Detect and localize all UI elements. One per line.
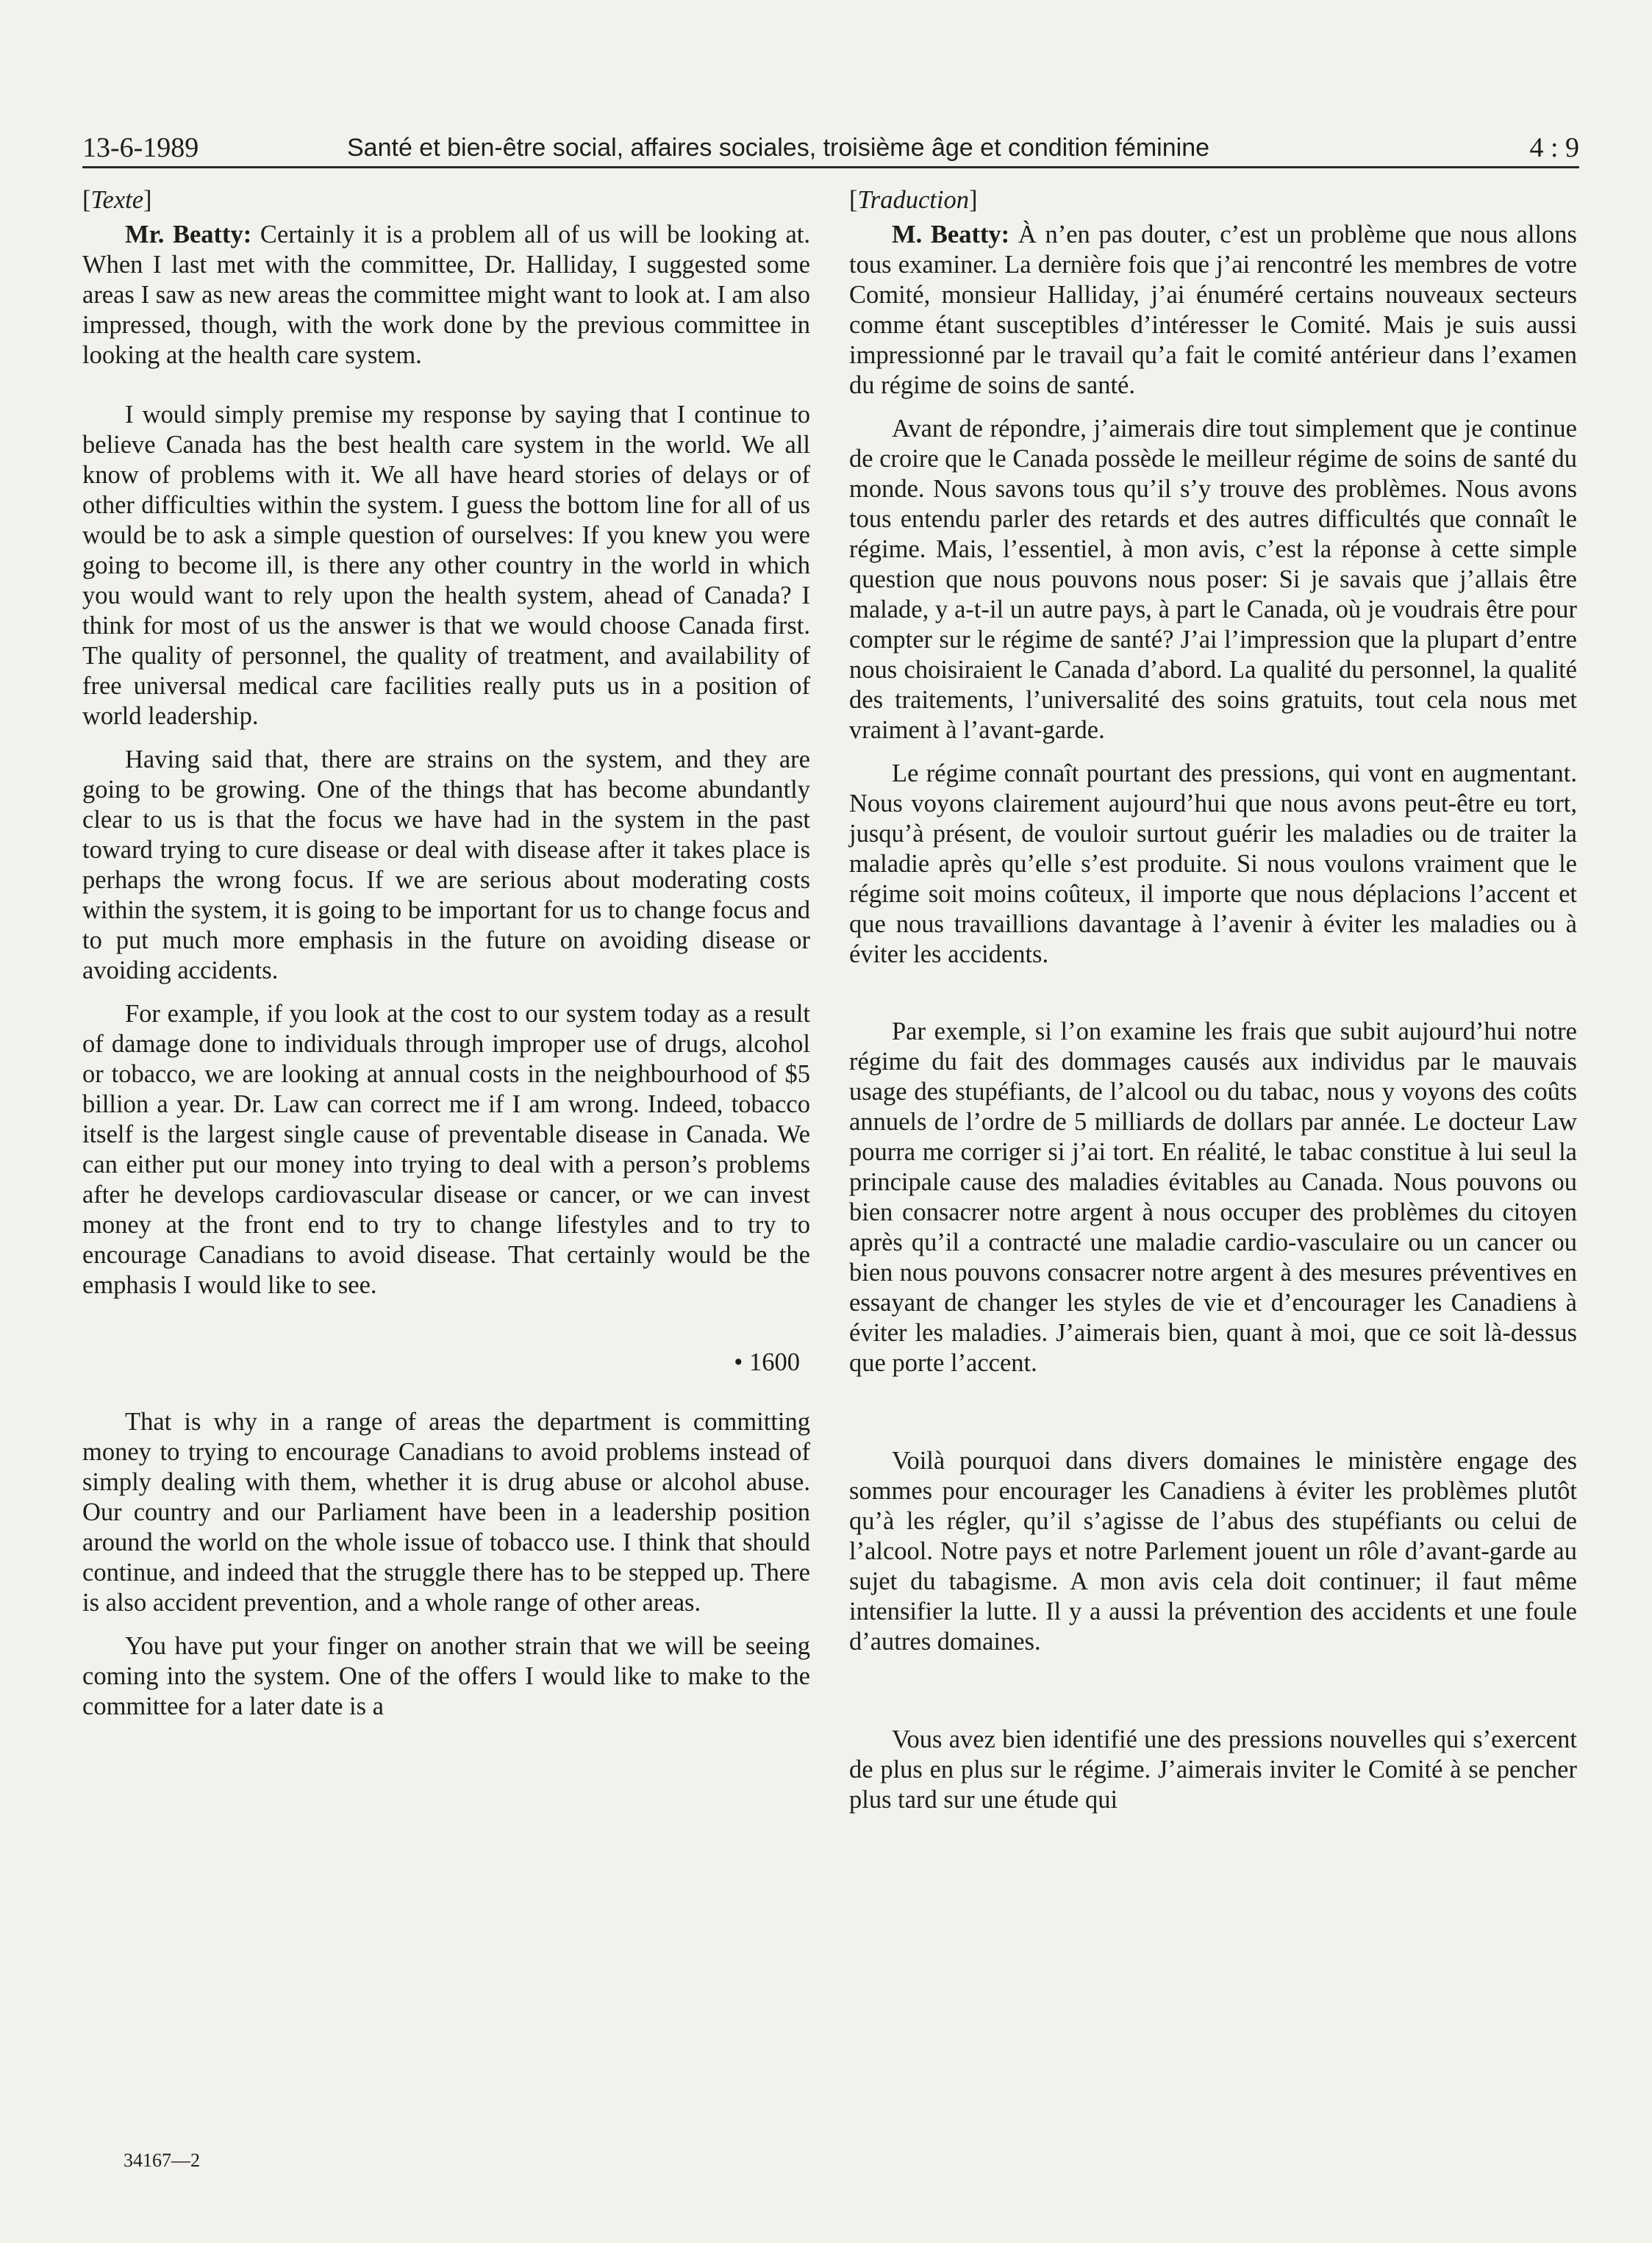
header-page-number: 4 : 9	[1529, 132, 1579, 163]
language-label-text: Texte	[90, 186, 144, 214]
language-label: [Traduction]	[849, 186, 978, 214]
header-title: Santé et bien-être social, affaires sociales, troisième âge et condition féminine	[347, 134, 1210, 162]
paragraph-1-text: Certainly it is a problem all of us will be looking at. When I last met with the committee, Dr. Halliday, I suggested some areas I saw as new areas the committee might want to look at. I am also impressed, though, with the work done by the previous committee in looking at the health care system.	[82, 221, 811, 369]
page-header	[82, 129, 1579, 168]
english-column	[82, 185, 810, 1722]
paragraph-5: That is why in a range of areas the department is committing money to trying to encourage Canadians to avoid problems instead of simply dealing with them, whether it is drug abuse or alcohol abuse. Our country and our Parliament have been in a leadership position around the world on the whole issue of tobacco use. I think that should continue, and indeed that the struggle there has to be stepped up. There is also accident prevention, and a whole range of other areas.	[82, 1408, 810, 1617]
paragraph-2: I would simply premise my response by saying that I continue to believe Canada has the best health care system in the world. We all know of problems with it. We all have heard stories of delays or of other difficulties within the system. I guess the bottom line for all of us would be to ask a simple question of ourselves: If you knew you were going to become ill, is there any other country in the world in which you would want to rely upon the health system, ahead of Canada? I think for most of us the answer is that we would choose Canada first. The quality of personnel, the quality of treatment, and availability of free universal medical care facilities really puts us in a position of world leadership.	[82, 401, 810, 730]
print-code: 34167—2	[124, 2150, 200, 2171]
french-column	[849, 185, 1577, 1815]
language-label: [Texte]	[82, 186, 152, 214]
paragraph-1	[849, 220, 1577, 401]
paragraph-6: You have put your finger on another strain that we will be seeing coming into the system. One of the offers I would like to make to the committee for a later date is a	[82, 1632, 810, 1720]
paragraph-4: For example, if you look at the cost to our system today as a result of damage done to individuals through improper use of drugs, alcohol or tobacco, we are looking at annual costs in the neighbourhood of $5 billion a year. Dr. Law can correct me if I am wrong. Indeed, tobacco itself is the largest single cause of preventable disease in Canada. We can either put our money into trying to deal with a person’s problems after he develops cardiovascular disease or cancer, or we can invest money at the front end to try to change lifestyles and to try to encourage Canadians to avoid disease. That certainly would be the emphasis I would like to see.	[82, 1000, 810, 1299]
speaker-name: M. Beatty:	[892, 221, 1010, 248]
paragraph-3: Having said that, there are strains on the system, and they are going to be growing. One of the things that has become abundantly clear to us is that the focus we have had in the system in the past toward trying to cure disease or deal with disease after it takes place is perhaps the wrong focus. If we are serious about moderating costs within the system, it is going to be important for us to change focus and to put much more emphasis in the future on avoiding disease or avoiding accidents.	[82, 745, 810, 984]
timestamp: • 1600	[734, 1348, 800, 1376]
speaker-name: Mr. Beatty:	[125, 221, 252, 248]
paragraph-4: Par exemple, si l’on examine les frais que subit aujourd’hui notre régime du fait des dommages causés aux individus par le mauvais usage des stupéfiants, de l’alcool ou du tabac, nous y voyons des coûts annuels de l’ordre de 5 milliards de dollars par année. Le docteur Law pourra me corriger si j’ai tort. En réalité, le tabac constitue à lui seul la principale cause des maladies évitables au Canada. Nous pouvons ou bien consacrer notre argent à nous occuper des problèmes du citoyen après qu’il a contracté une maladie cardio-vasculaire ou un cancer ou bien nous pouvons consacrer notre argent à des mesures préventives en essayant de changer les styles de vie et d’encourager les Canadiens à éviter les maladies. J’aimerais bien, quant à moi, que ce soit là-dessus que porte l’accent.	[849, 1017, 1577, 1377]
paragraph-3: Le régime connaît pourtant des pressions, qui vont en augmentant. Nous voyons clairement aujourd’hui que nous avons peut-être eu tort, jusqu’à présent, de vouloir surtout guérir les maladies ou de traiter la maladie après qu’elle s’est produite. Si nous voulons vraiment que le régime soit moins coûteux, il importe que nous déplacions l’accent et que nous travaillions davantage à l’avenir à éviter les maladies ou à éviter les accidents.	[849, 759, 1577, 968]
paragraph-1-text: À n’en pas douter, c’est un problème que nous allons tous examiner. La dernière fois que j’ai rencontré les membres de votre Comité, monsieur Halliday, j’ai énuméré certains nouveaux secteurs comme étant susceptibles d’intéresser le Comité. Mais je suis aussi impressionné par le travail qu’a fait le comité antérieur dans l’examen du régime de soins de santé.	[849, 221, 1577, 399]
paragraph-2: Avant de répondre, j’aimerais dire tout simplement que je continue de croire que le Canada possède le meilleur régime de soins de santé du monde. Nous savons tous qu’il s’y trouve des problèmes. Nous avons tous entendu parler des retards et des autres difficultés que connaît le régime. Mais, l’essentiel, à mon avis, c’est la réponse à cette simple question que nous pouvons nous poser: Si je savais que j’allais être malade, y a-t-il un autre pays, à part le Canada, où je voudrais être pour compter sur le régime de santé? J’ai l’impression que la plupart d’entre nous choisiraient le Canada d’abord. La qualité du personnel, la qualité des traitements, l’universalité des soins gratuits, tout cela nous met vraiment à l’avant-garde.	[849, 415, 1577, 744]
paragraph-6: Vous avez bien identifié une des pressions nouvelles qui s’exercent de plus en plus sur le régime. J’aimerais inviter le Comité à se pencher plus tard sur une étude qui	[849, 1725, 1577, 1814]
paragraph-1	[82, 220, 810, 371]
paragraph-5: Voilà pourquoi dans divers domaines le ministère engage des sommes pour encourager les Canadiens à éviter les problèmes plutôt qu’à les régler, qu’il s’agisse de l’abus des stupéfiants ou celui de l’alcool. Notre pays et notre Parlement jouent un rôle d’avant-garde au sujet du tabagisme. A mon avis cela doit continuer; il faut même intensifier la lutte. Il y a aussi la prévention des accidents et une foule d’autres domaines.	[849, 1447, 1577, 1656]
header-date: 13-6-1989	[82, 132, 199, 163]
language-label-text: Traduction	[857, 186, 969, 214]
